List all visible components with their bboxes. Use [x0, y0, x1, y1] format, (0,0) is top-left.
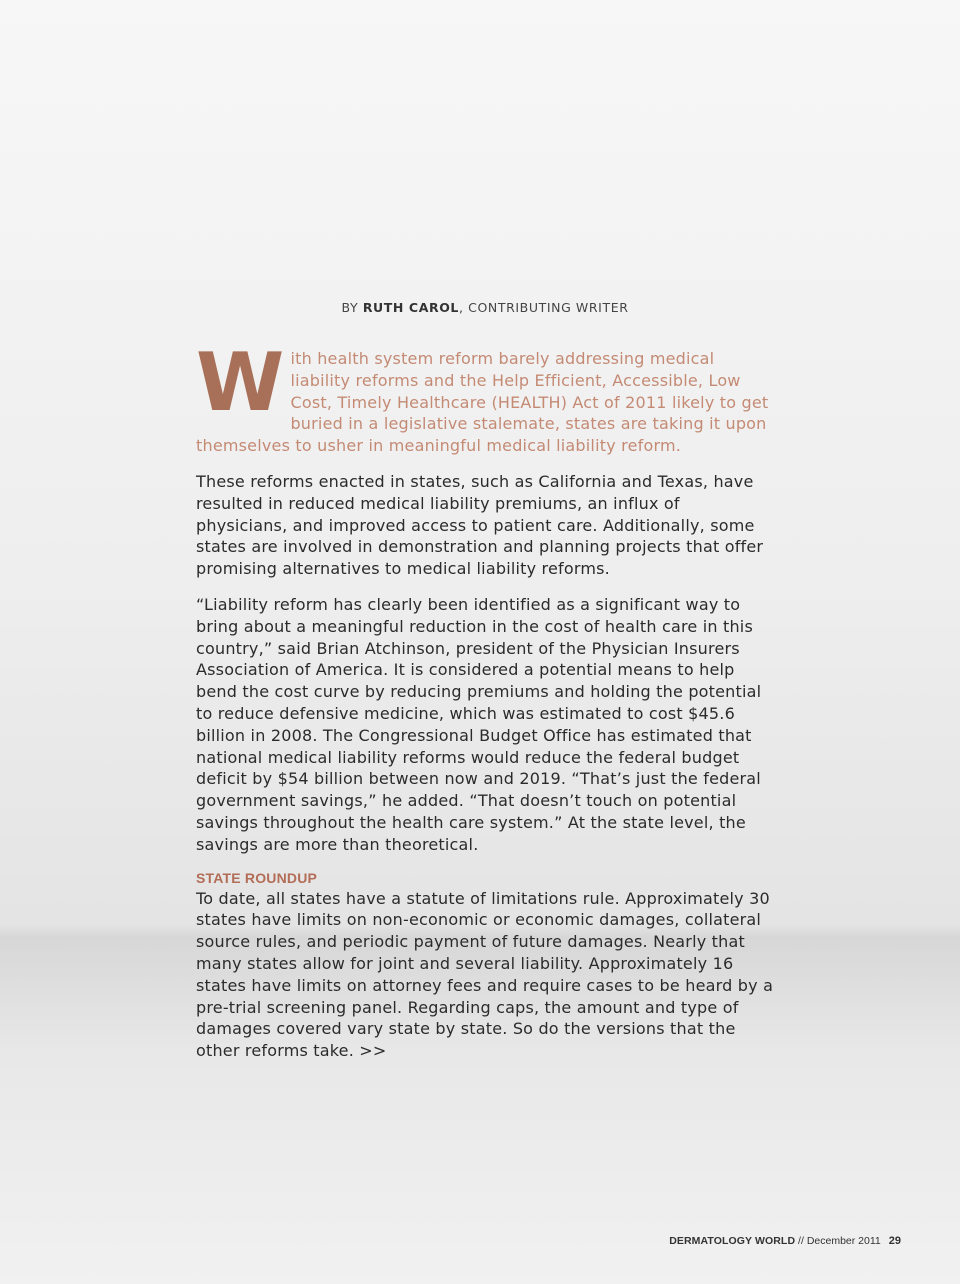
byline	[0, 300, 960, 315]
byline-prefix: BY	[341, 300, 363, 315]
magazine-name: DERMATOLOGY WORLD	[669, 1235, 796, 1247]
lede-text: ith health system reform barely addressing medical liability reforms and the Help Efficient, Accessible, Low Cost, Timely Healthcare (HEALTH) Act of 2011 likely to get buried in a legislative stalemate, states are taking it upon themselves to usher in meaningful medical liability reform.	[196, 349, 769, 456]
article-body	[196, 336, 776, 1062]
drop-cap: W	[196, 336, 285, 429]
section-heading: STATE ROUNDUP	[196, 869, 318, 886]
body-paragraph-2: “Liability reform has clearly been identified as a significant way to bring about a meaningful reduction in the cost of health care in this country,” said Brian Atchinson, president of the Physician Insurers Association of America. It is considered a potential means to help bend the cost curve by reducing premiums and holding the potential to reduce defensive medicine, which was estimated to cost $45.6 billion in 2008. The Congressional Budget Office has estimated that national medical liability reforms would reduce the federal budget deficit by $54 billion between now and 2019. “That’s just the federal government savings,” he added. “That doesn’t touch on potential savings throughout the health care system.” At the state level, the savings are more than theoretical.	[196, 594, 762, 854]
byline-role: , CONTRIBUTING WRITER	[459, 300, 629, 315]
issue-date: December 2011	[806, 1235, 881, 1247]
page-footer	[669, 1235, 901, 1247]
section-paragraph: To date, all states have a statute of limitations rule. Approximately 30 states have limits on non-economic or economic damages, collateral source rules, and periodic payment of future damages. Nearly that many states allow for joint and several liability. Approximately 16 states have limits on attorney fees and require cases to be heard by a pre-trial screening panel. Regarding caps, the amount and type of damages covered vary state by state. So do the versions that the other reforms take. >>	[196, 888, 774, 1061]
body-paragraph-1: These reforms enacted in states, such as California and Texas, have resulted in reduced medical liability premiums, an influx of physicians, and improved access to patient care. Additionally, some states are involved in demonstration and planning projects that offer promising alternatives to medical liability reforms.	[196, 471, 764, 579]
footer-separator: //	[795, 1235, 807, 1247]
page-number: 29	[888, 1235, 901, 1247]
lede-paragraph	[196, 336, 776, 457]
byline-author: RUTH CAROL	[362, 300, 459, 315]
